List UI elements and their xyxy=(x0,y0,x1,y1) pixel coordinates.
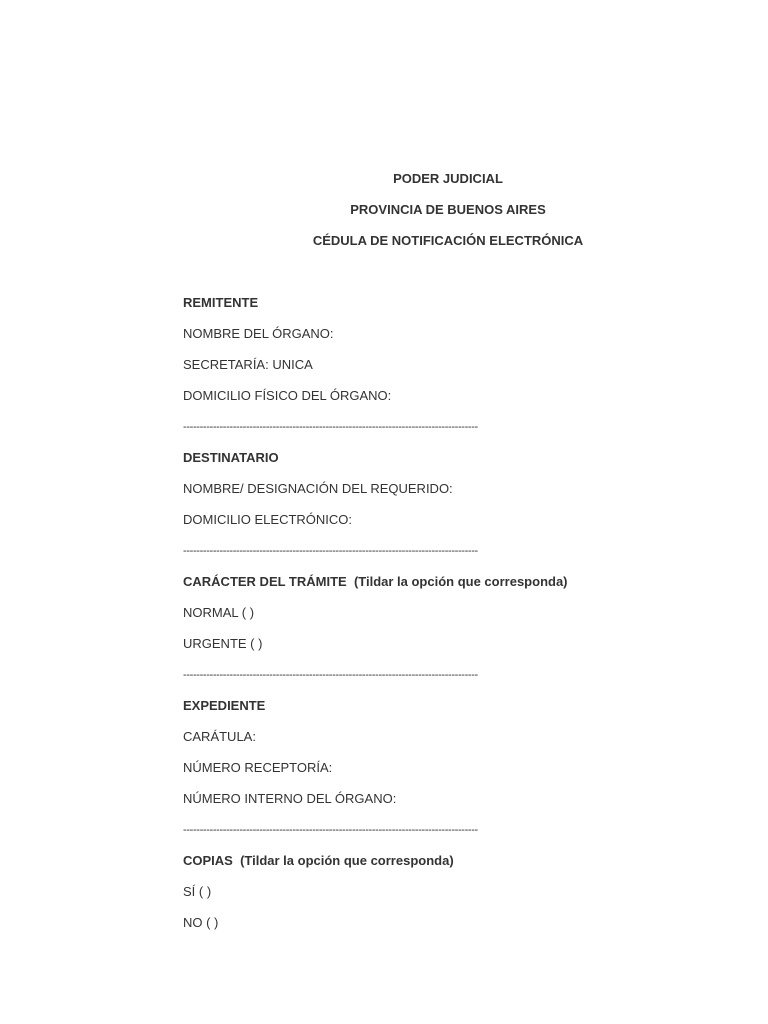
copias-note: (Tildar la opción que corresponda) xyxy=(240,853,454,868)
copias-heading-row xyxy=(183,853,454,869)
separator-line: ----------------------------------------------------------------------------------------- xyxy=(183,824,478,836)
copias-heading: COPIAS xyxy=(183,853,233,868)
caracter-heading-row xyxy=(183,574,568,590)
copias-no-option: NO ( ) xyxy=(183,915,219,930)
remitente-heading: REMITENTE xyxy=(183,295,259,310)
destinatario-domicilio-electronico: DOMICILIO ELECTRÓNICO: xyxy=(183,512,353,527)
separator-line: ----------------------------------------------------------------------------------------- xyxy=(183,421,478,433)
remitente-nombre-organo: NOMBRE DEL ÓRGANO: xyxy=(183,326,334,341)
caracter-urgente-option: URGENTE ( ) xyxy=(183,636,263,651)
header-cedula-title: CÉDULA DE NOTIFICACIÓN ELECTRÓNICA xyxy=(312,233,584,248)
expediente-caratula: CARÁTULA: xyxy=(183,729,256,744)
separator-line: ----------------------------------------------------------------------------------------- xyxy=(183,545,478,557)
copias-si-option: SÍ ( ) xyxy=(183,884,212,899)
caracter-normal-option: NORMAL ( ) xyxy=(183,605,255,620)
destinatario-heading: DESTINATARIO xyxy=(183,450,279,465)
expediente-numero-receptoria: NÚMERO RECEPTORÍA: xyxy=(183,760,333,775)
header-provincia: PROVINCIA DE BUENOS AIRES xyxy=(350,202,546,217)
destinatario-nombre: NOMBRE/ DESIGNACIÓN DEL REQUERIDO: xyxy=(183,481,453,496)
caracter-note: (Tildar la opción que corresponda) xyxy=(353,574,568,589)
header-poder-judicial: PODER JUDICIAL xyxy=(393,171,503,186)
separator-line: ----------------------------------------------------------------------------------------- xyxy=(183,669,478,681)
remitente-secretaria: SECRETARÍA: UNICA xyxy=(183,357,313,372)
caracter-heading: CARÁCTER DEL TRÁMITE xyxy=(183,574,347,589)
remitente-domicilio-fisico: DOMICILIO FÍSICO DEL ÓRGANO: xyxy=(183,388,392,403)
expediente-heading: EXPEDIENTE xyxy=(183,698,266,713)
expediente-numero-interno: NÚMERO INTERNO DEL ÓRGANO: xyxy=(183,791,397,806)
